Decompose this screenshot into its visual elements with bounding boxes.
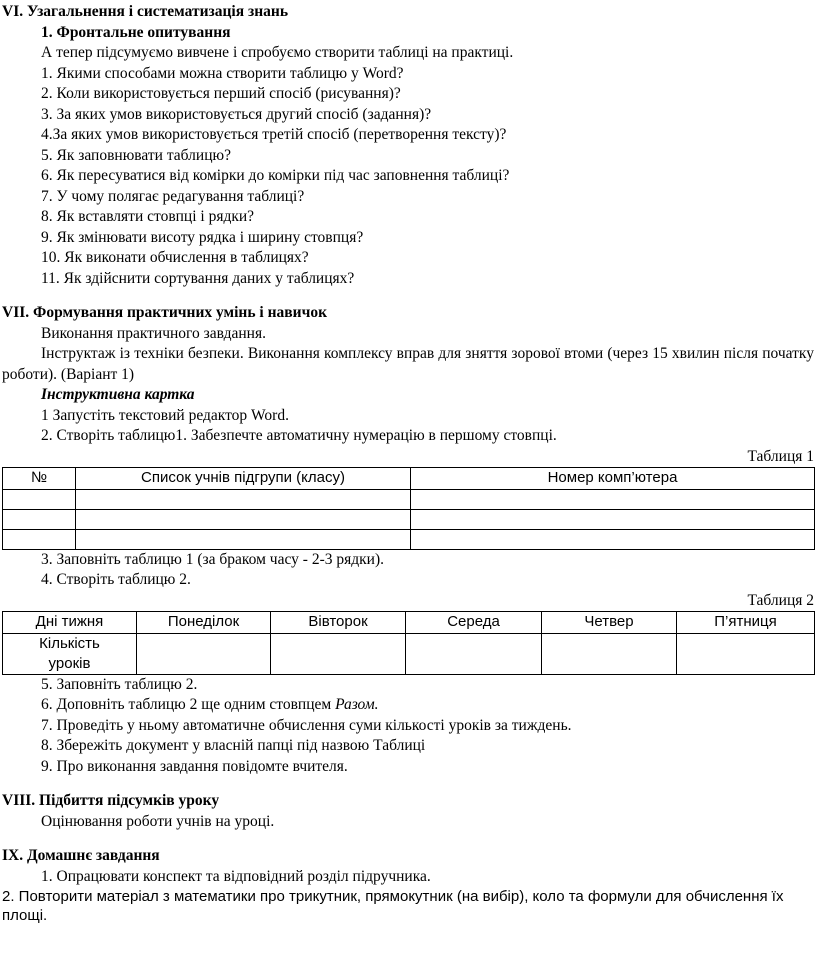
- table-cell: [271, 633, 406, 674]
- question-item: 2. Коли використовується перший спосіб (рисування)?: [41, 85, 401, 102]
- step-item: 8. Збережіть документ у власній папці під назвою Таблиці: [41, 737, 426, 754]
- table-cell: [411, 489, 815, 509]
- table-2-caption: Таблиця 2: [747, 591, 814, 609]
- table-header-cell: Четвер: [542, 612, 677, 634]
- row-label-line-1: Кількість: [39, 634, 100, 652]
- homework-item: 1. Опрацювати конспект та відповідний розділ підручника.: [41, 867, 431, 885]
- section-6-intro: А тепер підсумуємо вивчене і спробуємо створити таблиці на практиці.: [41, 44, 514, 61]
- step-item: 5. Заповніть таблицю 2.: [41, 675, 198, 693]
- table-cell: [542, 633, 677, 674]
- table-row: [3, 489, 815, 509]
- table-1-caption: Таблиця 1: [747, 447, 814, 465]
- table-row: [3, 468, 815, 490]
- table-cell: [76, 529, 411, 549]
- table-cell: [411, 509, 815, 529]
- step-6-text: 6. Доповніть таблицю 2 ще одним стовпцем: [41, 696, 336, 713]
- step-item: 7. Проведіть у ньому автоматичне обчислення суми кількості уроків за тиждень.: [41, 716, 572, 734]
- question-item: 8. Як вставляти стовпці і рядки?: [41, 208, 255, 225]
- section-7-p1: Виконання практичного завдання.: [41, 324, 266, 342]
- question-item: 1. Якими способами можна створити таблицю у Word?: [41, 64, 404, 82]
- section-7-title: VII. Формування практичних умінь і навичок: [2, 304, 328, 321]
- table-2: [2, 611, 815, 675]
- step-item: 9. Про виконання завдання повідомте вчителя.: [41, 757, 348, 775]
- table-row: [3, 529, 815, 549]
- table-cell: [3, 489, 76, 509]
- instruction-card-title: Інструктивна картка: [41, 386, 195, 403]
- question-item: 5. Як заповнювати таблицю?: [41, 146, 231, 164]
- question-item: 6. Як пересуватися від комірки до комірки під час заповнення таблиці?: [41, 167, 510, 184]
- section-8-title: VIII. Підбиття підсумків уроку: [2, 792, 220, 809]
- question-item: 3. За яких умов використовується другий спосіб (задання)?: [41, 105, 432, 123]
- table-header-cell: Дні тижня: [3, 612, 137, 634]
- step-item: 3. Заповніть таблицю 1 (за браком часу - 2-3 рядки).: [41, 550, 384, 568]
- table-cell: [3, 509, 76, 529]
- table-header-cell: Вівторок: [271, 612, 406, 634]
- table-header-cell: Номер комп’ютера: [411, 468, 815, 490]
- table-header-cell: №: [3, 468, 76, 490]
- table-header-cell: Середа: [406, 612, 542, 634]
- homework-item: 2. Повторити матеріал з математики про трикутник, прямокутник (на вибір), коло та формули для обчислення їх площі.: [2, 888, 784, 924]
- section-9-title: IX. Домашнє завдання: [2, 847, 160, 864]
- step-item: 2. Створіть таблицю1. Забезпечте автоматичну нумерацію в першому стовпці.: [41, 427, 557, 444]
- table-cell: [677, 633, 815, 674]
- step-6-italic: Разом.: [335, 696, 379, 713]
- question-item: 9. Як змінювати висоту рядка і ширину стовпця?: [41, 228, 364, 246]
- section-6-title: VI. Узагальнення і систематизація знань: [2, 3, 289, 20]
- question-item: 11. Як здійснити сортування даних у таблицях?: [41, 269, 355, 287]
- table-cell: [137, 633, 271, 674]
- table-cell: [76, 509, 411, 529]
- table-cell: [406, 633, 542, 674]
- table-header-cell: П’ятниця: [677, 612, 815, 634]
- document-page: [2, 2, 814, 925]
- row-label-cell: [3, 633, 137, 674]
- question-item: 10. Як виконати обчислення в таблицях?: [41, 249, 309, 266]
- section-8-text: Оцінювання роботи учнів на уроці.: [41, 812, 275, 830]
- table-row: [3, 612, 815, 634]
- table-cell: [411, 529, 815, 549]
- table-header-cell: Понеділок: [137, 612, 271, 634]
- question-item: 7. У чому полягає редагування таблиці?: [41, 187, 305, 205]
- table-1: [2, 467, 815, 550]
- section-7-p2: Інструктаж із техніки безпеки. Виконання комплексу вправ для зняття зорової втоми (через 15 хвилин після початку роботи). (Варіант 1): [2, 345, 814, 383]
- table-cell: [76, 489, 411, 509]
- section-6-subtitle: 1. Фронтальне опитування: [41, 23, 231, 41]
- row-label-line-2: уроків: [48, 654, 91, 672]
- table-cell: [3, 529, 76, 549]
- step-item: [2, 695, 814, 716]
- table-row: [3, 509, 815, 529]
- table-header-cell: Список учнів підгрупи (класу): [76, 468, 411, 490]
- step-item: 1 Запустіть текстовий редактор Word.: [41, 406, 289, 424]
- step-item: 4. Створіть таблицю 2.: [41, 571, 191, 588]
- table-row: [3, 633, 815, 674]
- question-item: 4.За яких умов використовується третій спосіб (перетворення тексту)?: [41, 126, 507, 143]
